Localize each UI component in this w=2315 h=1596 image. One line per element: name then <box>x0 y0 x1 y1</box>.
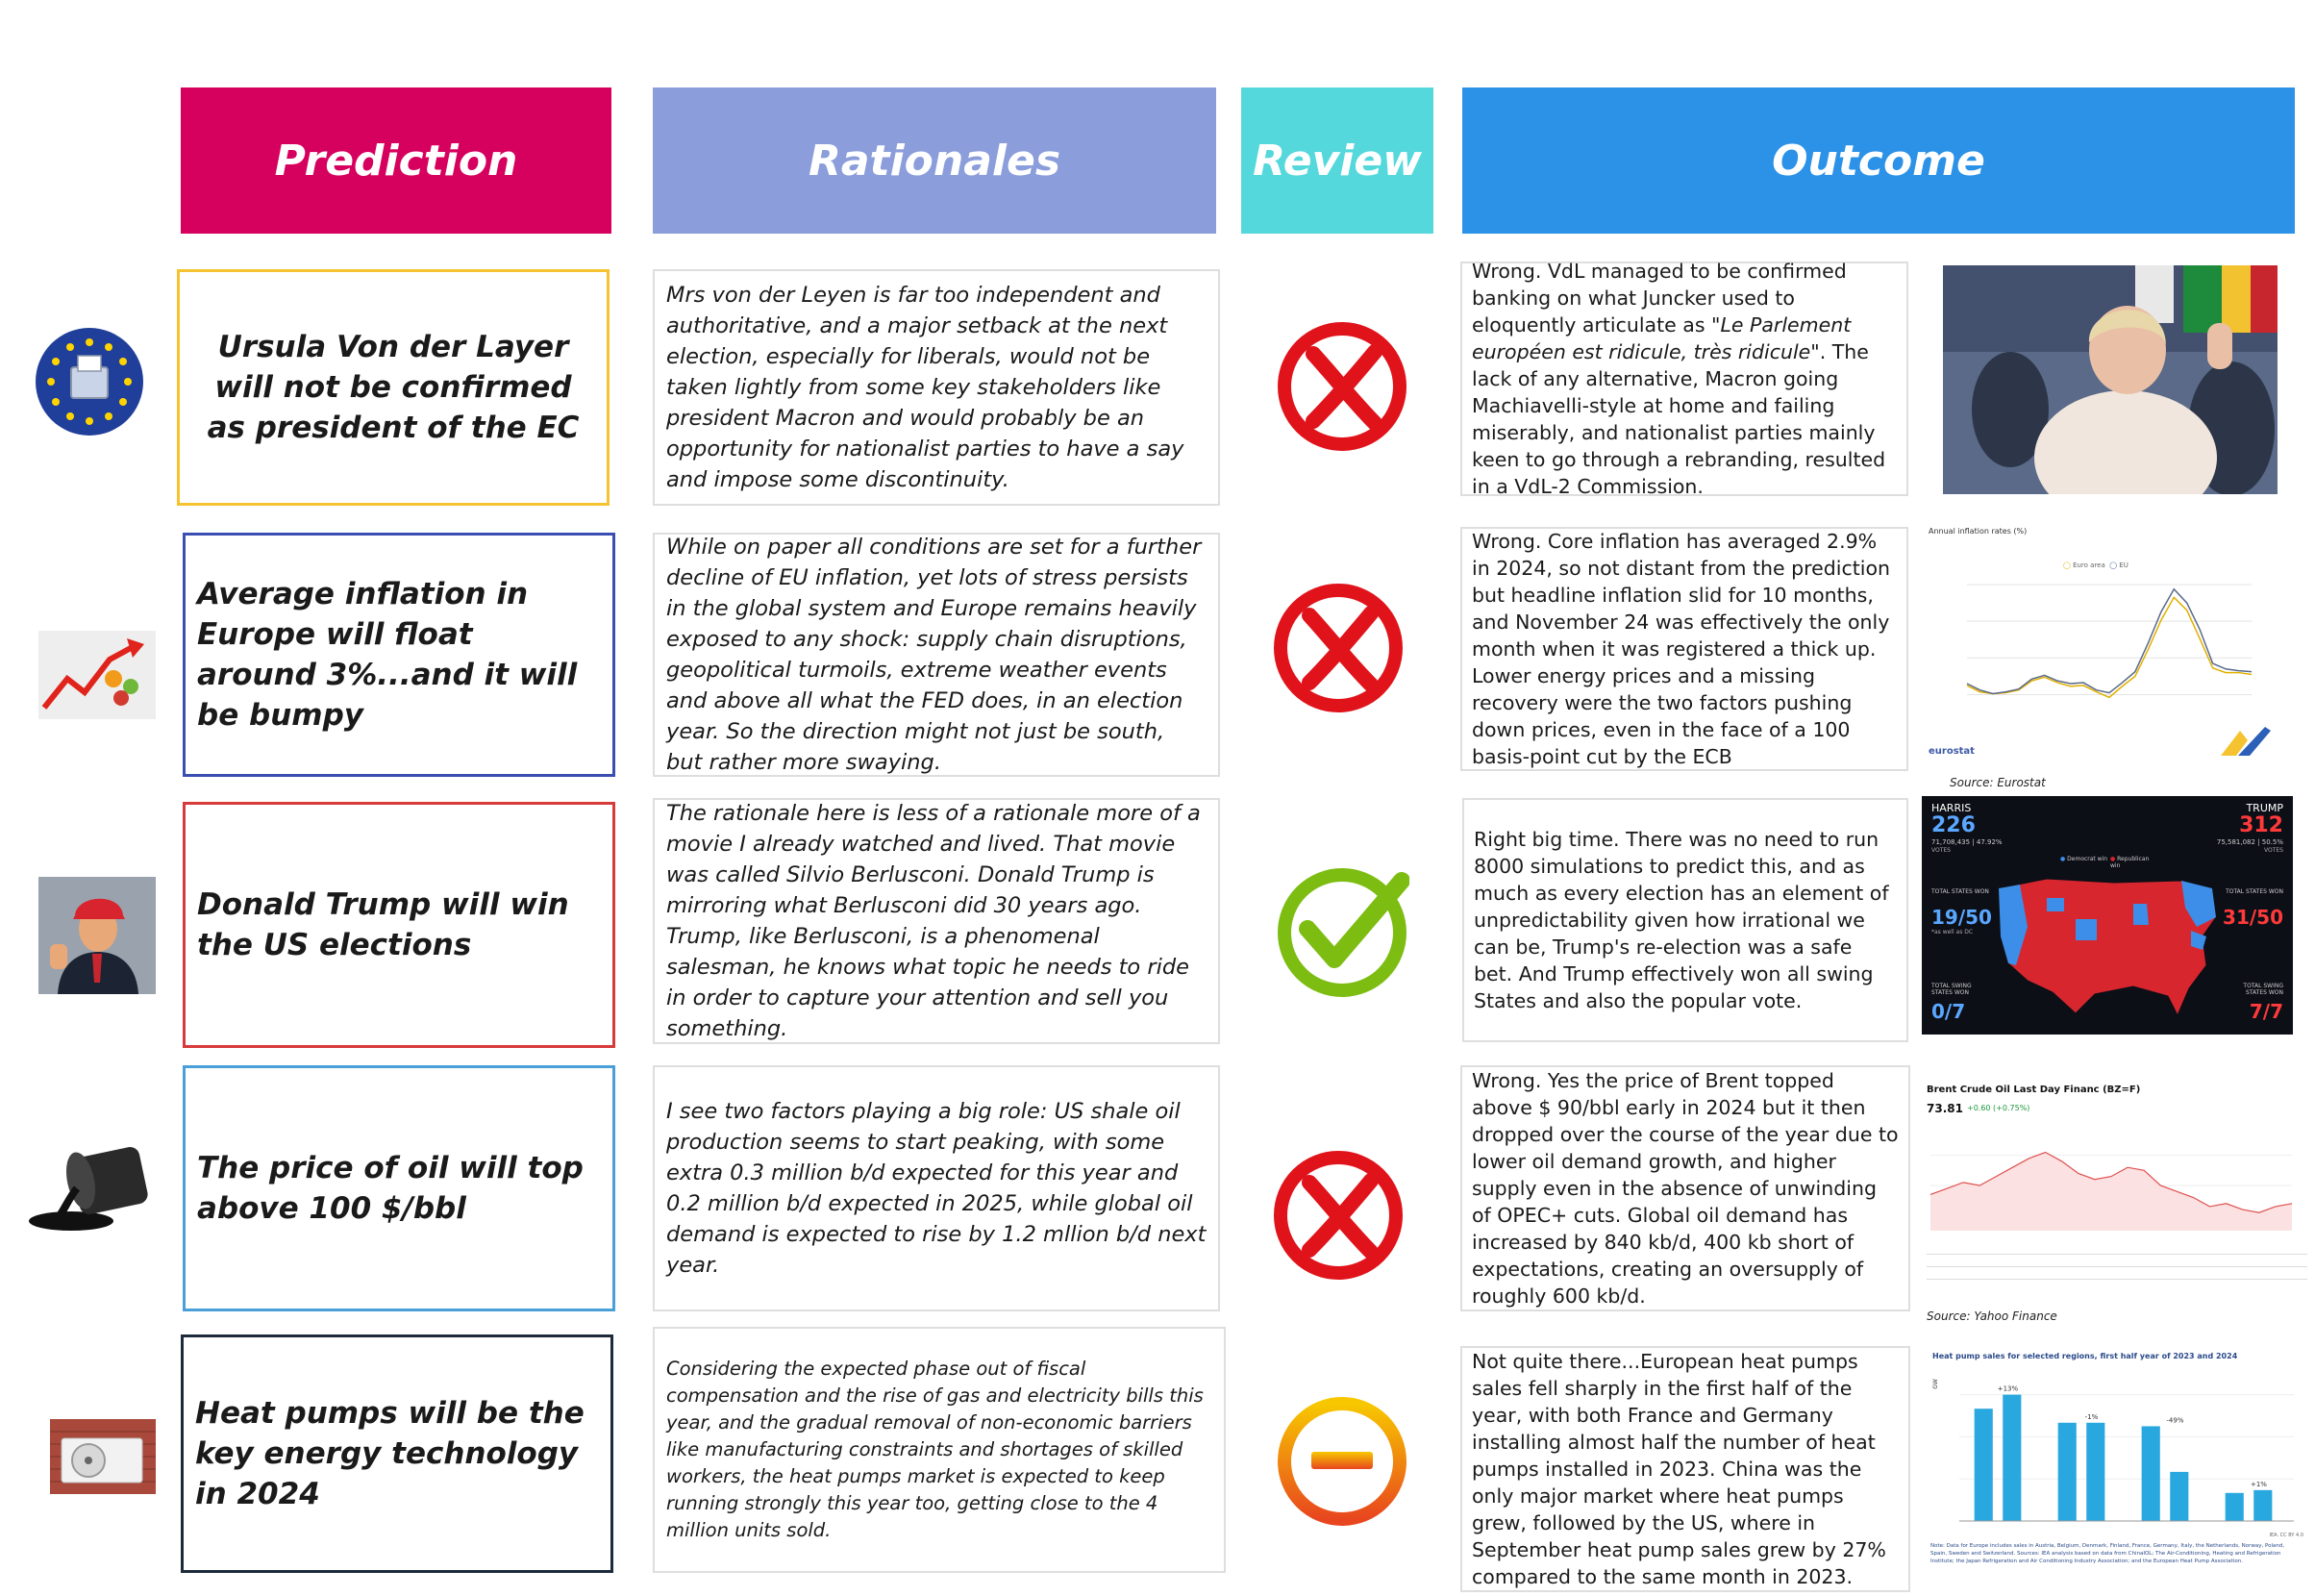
price-area <box>1930 1153 2292 1231</box>
series-line-eu <box>1967 589 2252 694</box>
bar <box>2142 1426 2160 1521</box>
heat-pump-chart <box>1927 1352 2307 1586</box>
prediction-card <box>183 802 615 1048</box>
brent-price-chart <box>1927 1073 2311 1308</box>
bar <box>2170 1472 2188 1521</box>
eu-flag-ballot-icon <box>35 327 144 436</box>
harris-label: HARRIS <box>1931 802 1972 814</box>
states-label-right: TOTAL STATES WON <box>2226 888 2283 895</box>
rationale-card <box>653 1327 1226 1573</box>
bar <box>2003 1395 2021 1521</box>
prediction-text: The price of oil will top above 100 $/bbl <box>197 1151 584 1226</box>
von-der-leyen-celebrating-photo <box>1943 265 2278 494</box>
legend-dem: ● Democrat win <box>2060 856 2108 862</box>
harris-votes-label: VOTES <box>1931 847 1951 854</box>
chart-source: Source: Yahoo Finance <box>1927 1309 2057 1323</box>
outcome-text: Not quite there...European heat pumps sales fell sharply in the first half of the year, with both France and Germany installing almost half the number of heat pumps installed in 2023. China was the only major market where heat pumps grew, followed by the US, where in September heat pump sales grew by 27% compared to the same month in 2023. <box>1472 1350 1886 1588</box>
chart-title: Annual inflation rates (%) <box>1929 527 2028 536</box>
heat-pump-unit-icon <box>50 1419 156 1494</box>
chart-title: Brent Crude Oil Last Day Financ (BZ=F) <box>1927 1085 2141 1095</box>
harris-votes: 71,708,435 | 47.92% <box>1931 838 2003 846</box>
chart-footnote: Note: Data for Europe includes sales in Austria, Belgium, Denmark, Finland, France, Germany, Italy, the Netherlands, Norway, Poland, Spain, Sweden and Switzerland. Sources: IEA analysis based on data from ChinaIOL; The Air-Conditioning, Heating and Refrigeration Institute; the Japan Refrigeration and Air Conditioning Industry Association; and the European Heat Pump Association. <box>1930 1543 2285 1564</box>
prediction-text: Ursula Von der Layer will not be confirmed as president of the EC <box>207 330 580 445</box>
outcome-text-part: ". The lack of any alternative, Macron going Machiavelli-style at home and failing miserably, and nationalist parties mainly keen to go through a rebranding, resulted in a VdL-2 Commission. <box>1472 340 1886 498</box>
prediction-card <box>177 269 610 506</box>
bar <box>2226 1493 2244 1521</box>
series-line-euro-area <box>1967 597 2252 697</box>
outcome-card <box>1460 1065 1910 1311</box>
rationale-card <box>653 1065 1220 1311</box>
header-review-label: Review <box>1253 136 1422 186</box>
legend-euro-area: Euro area <box>2073 561 2105 569</box>
harris-ev: 226 <box>1931 813 1976 837</box>
outcome-text: Wrong. Yes the price of Brent topped above $ 90/bbl early in 2024 but it then dropped over the course of the year due to lower oil demand growth, and higher supply even in the absence of unwinding of OPEC+ cuts. Global oil demand has increased by 840 kb/d, 400 kb short of expectations, creating an oversupply of roughly 600 kb/d. <box>1472 1069 1899 1308</box>
rationale-text: I see two factors playing a big role: US shale oil production seems to start peaking, with some extra 0.3 million b/d expected for this year and 0.2 million b/d expected in 2025, while global oil demand is expected to rise by 1.2 mllion b/d next year. <box>666 1099 1207 1278</box>
prediction-card <box>183 1065 615 1311</box>
chart-source: Source: Eurostat <box>1950 776 2046 789</box>
prediction-card <box>181 1334 613 1573</box>
header-prediction <box>181 87 611 234</box>
header-rationales-label: Rationales <box>808 136 1061 186</box>
trump-votes: 75,581,082 | 50.5% <box>2216 838 2283 846</box>
bar <box>2086 1423 2104 1521</box>
bar-annotation: +1% <box>2250 1480 2267 1488</box>
rationale-text: While on paper all conditions are set for a further decline of EU inflation, yet lots of stress persists in the global system and Europe remains heavily exposed to any shock: supply chain disruptions, geopolitical turmoils, extreme weather events and above all what the FED does, in an election year. So the direction might not just be south, but rather more swaying. <box>666 535 1202 775</box>
outcome-card <box>1460 1346 1910 1592</box>
us-map-shape <box>1989 869 2229 1025</box>
header-rationales <box>653 87 1216 234</box>
us-election-map <box>1922 796 2293 1035</box>
outcome-quote: Le Parlement européen est ridicule, très ridicule <box>1472 313 1852 363</box>
minus-icon <box>1275 1394 1409 1529</box>
trump-states: 31/50 <box>2223 906 2283 929</box>
bar-annotation: +13% <box>1997 1384 2019 1393</box>
header-prediction-label: Prediction <box>274 136 518 186</box>
outcome-card <box>1462 798 1908 1042</box>
bar <box>2058 1423 2077 1521</box>
bar-annotation: -49% <box>2166 1416 2184 1425</box>
outcome-text: Wrong. Core inflation has averaged 2.9% in 2024, so not distant from the prediction but headline inflation slid for 10 months, and November 24 was effectively the only month when it was registered a thick up. Lower energy prices and a missing recovery were the two factors pushing down prices, even in the face of a 100 basis-point cut by the ECB <box>1472 530 1891 768</box>
check-icon <box>1275 865 1409 1000</box>
harris-swing: 0/7 <box>1931 1000 1966 1023</box>
legend-dem-label: Democrat win <box>2067 856 2108 862</box>
prediction-card <box>183 533 615 777</box>
rationale-text: Mrs von der Leyen is far too independent and authoritative, and a major setback at the next election, especially for liberals, would not be taken lightly from some key stakeholders like president Macron and would probably be an opportunity for nationalist parties to have a say and impose some discontinuity. <box>666 283 1184 492</box>
bar <box>1975 1409 1993 1521</box>
header-outcome-label: Outcome <box>1772 136 1985 186</box>
header-review <box>1241 87 1433 234</box>
chart-license: IEA. CC BY 4.0 <box>2269 1533 2303 1538</box>
header-outcome <box>1462 87 2295 234</box>
chart-title: Heat pump sales for selected regions, first half year of 2023 and 2024 <box>1932 1352 2238 1360</box>
chart-ylabel: GW <box>1931 1379 1939 1389</box>
chart-legend: ◯ Euro area ◯ EU <box>2063 561 2128 569</box>
trump-votes-label: VOTES <box>2264 847 2283 854</box>
trump-swing: 7/7 <box>2249 1000 2283 1023</box>
prediction-text: Average inflation in Europe will float around 3%...and it will be bumpy <box>197 577 578 733</box>
brent-change: +0.60 (+0.75%) <box>1967 1104 2030 1112</box>
oil-barrel-spill-icon <box>25 1142 154 1238</box>
brent-price: 73.81 <box>1927 1102 1963 1115</box>
outcome-card <box>1460 527 1908 771</box>
trump-ev: 312 <box>2239 813 2283 837</box>
eurostat-logo: eurostat <box>1929 746 1975 757</box>
bar <box>2253 1490 2272 1521</box>
rationale-text: The rationale here is less of a rationale more of a movie I already watched and lived. That movie was called Silvio Berlusconi. Donald Trump is mirroring what Berlusconi did 30 years ago. Trump, like Berlusconi, is a phenomenal salesman, he knows what topic he needs to ride in order to capture your attention and sell you something. <box>666 801 1201 1041</box>
states-label-left: TOTAL STATES WON <box>1931 888 1989 895</box>
eurostat-swoosh-icon <box>2217 721 2275 760</box>
dc-note: *as well as DC <box>1931 929 1974 935</box>
rationale-card <box>653 269 1220 506</box>
trump-label: TRUMP <box>2246 802 2283 814</box>
prediction-text: Donald Trump will win the US elections <box>197 887 569 962</box>
cross-icon <box>1271 1148 1406 1283</box>
inflation-chart <box>1929 523 2290 763</box>
cross-icon <box>1275 319 1409 454</box>
cross-icon <box>1271 581 1406 715</box>
inflation-arrow-icon <box>38 631 156 719</box>
rationale-text: Considering the expected phase out of fiscal compensation and the rise of gas and electricity bills this year, and the gradual removal of non-economic barriers like manufacturing constraints and shortages of skilled workers, the heat pumps market is expected to keep running strongly this year too, getting close to the 4 million units sold. <box>666 1358 1204 1541</box>
swing-label-left: TOTAL SWING STATES WON <box>1931 983 1972 996</box>
outcome-card <box>1460 262 1908 496</box>
legend-eu: EU <box>2119 561 2128 569</box>
rationale-card <box>653 798 1220 1044</box>
oil-plot <box>1927 1135 2311 1240</box>
trump-portrait-icon <box>38 877 156 994</box>
outcome-text-part: Wrong. VdL managed to be confirmed banking on what Juncker used to eloquently articulate as " <box>1472 260 1847 337</box>
outcome-text <box>1472 258 1897 500</box>
outcome-text: Right big time. There was no need to run 8000 simulations to predict this, and as much as every election has an element of unpredictability given how irrational we can be, Trump's re-election was a safe bet. And Trump effectively won all swing States and also the popular vote. <box>1474 828 1889 1012</box>
legend-rep-label: Republican win <box>2110 856 2150 869</box>
inflation-plot <box>1948 579 2255 723</box>
bar-annotation: -1% <box>2084 1412 2099 1421</box>
heat-pump-plot <box>1936 1371 2302 1544</box>
swing-label-right: TOTAL SWING STATES WON <box>2243 983 2283 996</box>
harris-states: 19/50 <box>1931 906 1992 929</box>
legend-rep: ● Republican win <box>2110 856 2150 869</box>
rationale-card <box>653 533 1220 777</box>
prediction-text: Heat pumps will be the key energy technology in 2024 <box>195 1396 585 1511</box>
quote-summary-table <box>1927 1246 2307 1294</box>
